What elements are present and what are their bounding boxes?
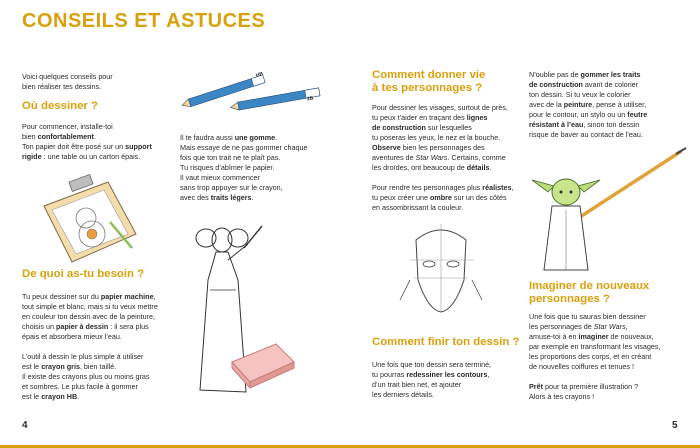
text-line [529,70,647,80]
finish-text [372,360,491,400]
text-line [22,382,158,392]
heading-line: Comment donner vie [372,69,486,81]
text-line [180,143,307,153]
text-line [22,152,152,162]
heading-people [372,69,485,95]
text-segment: papier à dessin [55,322,109,331]
text-line [22,392,158,402]
text-segment: : il sera plus [108,322,149,331]
heading-finish: Comment finir ton dessin ? [372,336,520,348]
text-segment: . [489,163,492,172]
text-segment: Il vaut mieux commencer [180,173,260,182]
text-line [372,153,513,163]
text-segment: , [511,183,514,192]
text-line [180,153,307,163]
text-segment: et sombres. Le plus facile à gommer [22,382,138,391]
eraser-illustration [228,340,298,390]
text-segment: est le [22,392,42,401]
text-segment: Star Wars [593,322,626,331]
text-segment: . Certains, comme [447,153,506,162]
text-segment: confortablement [37,132,94,141]
text-line [180,173,307,183]
text-segment: , [487,370,490,379]
text-segment: feutre [627,110,648,119]
text-segment: Alors à tes crayons ! [529,392,595,401]
text-segment: lignes [466,113,488,122]
text-line [529,372,660,382]
text-line [372,370,491,380]
text-line [529,382,660,392]
text-segment: les personnages de [529,322,594,331]
page-number-left: 4 [22,420,28,431]
heading-needs: De quoi as-tu besoin ? [22,268,145,280]
text-segment: . [93,132,96,141]
text-segment: crayon gris [41,362,80,371]
text-segment: N’oublie pas de [529,70,581,79]
text-line [22,362,158,372]
text-segment: . [77,392,80,401]
text-line [22,132,152,142]
text-segment: détails [466,163,490,172]
text-segment: . [251,193,254,202]
text-segment: par exemple en transformant les visages, [529,342,661,351]
text-segment: les droïdes, ont beaucoup de [372,163,467,172]
text-segment: support [125,142,152,151]
text-segment: Pour commencer, installe-toi [22,122,113,131]
text-segment: sans trop appuyer sur le crayon, [180,183,283,192]
text-line [529,312,660,322]
text-line [22,142,152,152]
text-segment: de construction [372,123,426,132]
text-segment: ombre [429,193,452,202]
text-segment: Tu peux dessiner sur du [22,292,101,301]
text-line [22,292,158,302]
text-segment: sur un des côtés [451,193,507,202]
text-line [529,90,647,100]
text-line [22,342,158,352]
text-segment: rigide [22,152,42,161]
text-line [529,362,660,372]
text-line [372,183,513,193]
text-line [529,352,660,362]
heading-line: à tes personnages ? [372,82,483,94]
heading-imagine [529,280,649,306]
text-segment: Il existe des crayons plus ou moins gras [22,372,150,381]
text-line [529,392,660,402]
heading-line: personnages ? [529,293,611,305]
text-segment: de construction [529,80,583,89]
text-line [529,100,647,110]
text-line [372,163,513,173]
text-segment: en couleur ton dessin avec de la peinture, [22,312,156,321]
text-line [529,130,647,140]
text-segment: , [625,322,628,331]
text-segment: , pense à utiliser, [592,100,647,109]
text-segment: les proportions des corps, et en créant [529,352,652,361]
text-segment: risque de baver au contact de l’eau. [529,130,643,139]
text-segment: Observe [372,143,401,152]
paint-text [529,70,647,140]
text-segment: papier machine [100,292,154,301]
text-segment: résistant à l’eau [529,120,584,129]
text-segment: en assombrissant la couleur. [372,203,464,212]
text-segment: Il te faudra aussi [180,133,235,142]
text-line [180,183,307,193]
text-line [372,113,513,123]
text-segment: Pour dessiner les visages, surtout de près, [372,103,508,112]
text-segment: réalistes [482,183,512,192]
text-line [372,133,513,143]
text-line [22,352,158,362]
text-segment: redessiner les contours [406,370,488,379]
text-line [22,332,158,342]
text-line [372,143,513,153]
text-segment: , sinon ton dessin [583,120,640,129]
text-line [372,123,513,133]
text-segment: d’un trait bien net, et ajouter [372,380,462,389]
intro-text [22,72,113,92]
text-segment: , [153,292,156,301]
text-segment: peinture [563,100,593,109]
text-segment: fois que ton trait ne te plaît pas. [180,153,281,162]
text-segment: Une fois que ton dessin sera terminé, [372,360,492,369]
yoda-illustration [530,150,690,280]
people-text [372,103,513,213]
text-line [372,173,513,183]
text-line [529,332,660,342]
text-segment: de nouvelles coiffures et tenues ! [529,362,634,371]
pencils-illustration [178,70,328,110]
text-segment: Mais essaye de ne pas gommer chaque [180,143,308,152]
text-segment: gommer les traits [580,70,641,79]
text-line [372,103,513,113]
text-segment: avec de la [529,100,564,109]
text-segment: avant de colorier [582,80,639,89]
text-line [372,193,513,203]
text-segment: pour le contour, un stylo ou un [529,110,628,119]
text-segment: ton dessin. Si tu veux le colorier [529,90,631,99]
text-segment: crayon HB [41,392,78,401]
text-segment: une gomme [234,133,276,142]
text-line [22,322,158,332]
text-segment: traits légers [210,193,252,202]
text-segment: tu poseras les yeux, le nez et la bouche. [372,133,501,142]
text-line [529,322,660,332]
text-segment: sur lesquelles [425,123,472,132]
page-title: CONSEILS ET ASTUCES [22,10,266,32]
text-line [529,80,647,90]
text-segment: épais et absorbera mieux l’eau. [22,332,122,341]
text-line [372,390,491,400]
heading-where: Où dessiner ? [22,100,98,112]
face-construction-illustration [396,220,486,315]
text-segment: Pour rendre tes personnages plus [372,183,483,192]
needs-text [22,292,158,402]
page-number-right: 5 [672,420,678,431]
text-segment: Star Wars [415,153,448,162]
text-segment: tu pourras [372,370,407,379]
text-segment: bien [22,132,38,141]
text-line [372,203,513,213]
text-segment: Ton papier doit être posé sur un [22,142,126,151]
text-segment: est le [22,362,42,371]
text-line [372,380,491,390]
text-segment: imaginer [578,332,609,341]
text-segment: L’outil à dessin le plus simple à utiliser [22,352,144,361]
text-line [180,163,307,173]
text-segment: Une fois que tu sauras bien dessiner [529,312,646,321]
pencil-label-hb: HB [255,71,264,79]
text-segment: , bien taillé. [79,362,117,371]
eraser-text [180,133,307,203]
text-segment: de nouveaux, [608,332,654,341]
text-segment: bien les personnages des [400,143,485,152]
text-segment: . [275,133,278,142]
text-line [372,360,491,370]
text-segment: Prêt [529,382,543,391]
text-line [180,133,307,143]
intro-line: bien réaliser tes dessins. [22,82,102,91]
text-segment: pour ta première illustration ? [542,382,639,391]
text-line [180,193,307,203]
imagine-text [529,312,660,402]
text-line [22,122,152,132]
text-line [22,372,158,382]
pencil-label-2b: 2B [306,95,314,103]
text-line [22,302,158,312]
text-segment: Tu risques d’abîmer le papier. [180,163,275,172]
text-line [529,110,647,120]
heading-line: Imaginer de nouveaux [529,280,650,292]
text-segment: choisis un [22,322,56,331]
text-line [529,120,647,130]
where-text [22,122,152,162]
text-segment: les derniers détails. [372,390,434,399]
text-segment: tu peux t’aider en traçant des [372,113,467,122]
text-segment: amuse-toi à en [529,332,579,341]
text-segment: avec des [180,193,211,202]
text-segment: tout simple et blanc, mais si tu veux mettre [22,302,158,311]
text-segment: : une table ou un carton épais. [41,152,141,161]
text-line [22,312,158,322]
text-segment: aventures de [372,153,416,162]
text-segment: tu peux créer une [372,193,430,202]
text-line [529,342,660,352]
intro-line: Voici quelques conseils pour [22,72,113,81]
clipboard-illustration [40,178,140,268]
